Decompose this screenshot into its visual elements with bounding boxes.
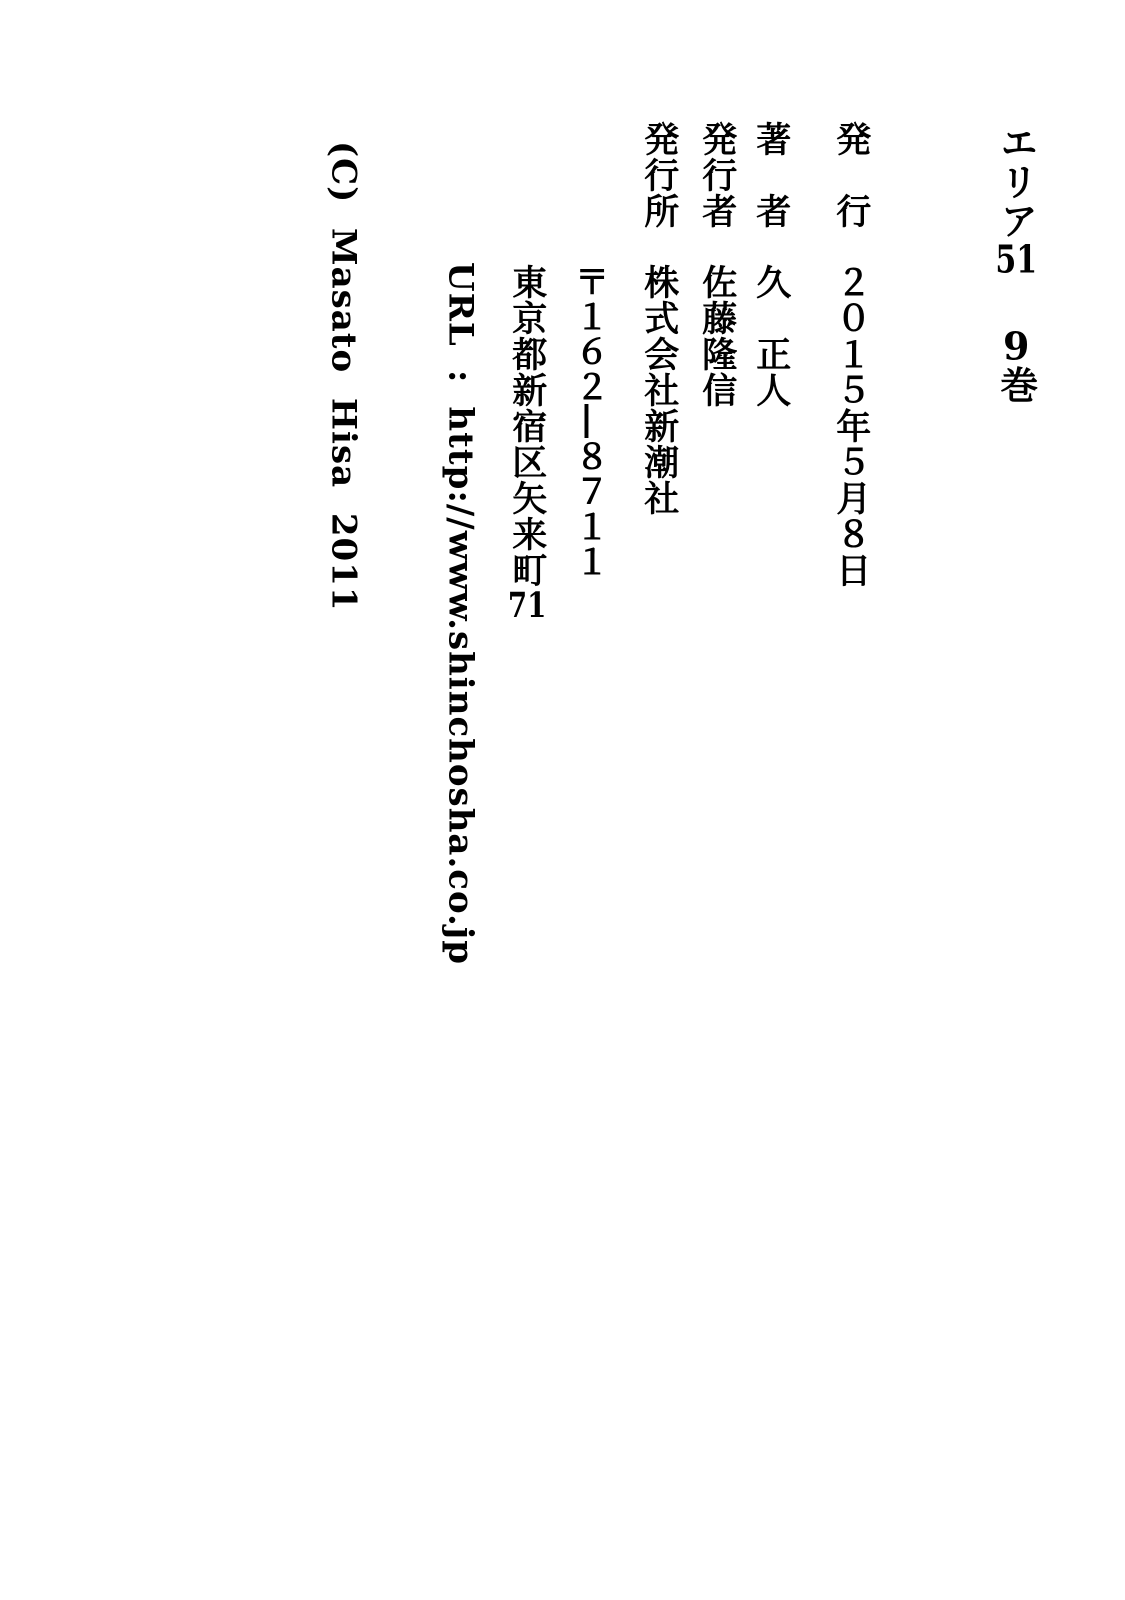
publication-date-column [830, 121, 872, 588]
title-volume-unit: 巻 [993, 365, 1039, 405]
address [506, 264, 548, 623]
publishing-house-name: 株式会社新潮社 [638, 264, 680, 516]
address-main: 東京都新宿区矢来町 [506, 264, 548, 588]
website-url-text: URL : http://www.shinchosha.co.jp [440, 262, 481, 965]
address-number: 71 [507, 588, 547, 623]
publication-label: 発 行 [830, 121, 872, 229]
website-url [440, 262, 481, 965]
postal-code [568, 264, 609, 579]
book-title [993, 123, 1039, 405]
title-volume-number: 9 [1003, 327, 1030, 366]
publishing-house-column [638, 121, 680, 516]
author-column [750, 121, 792, 408]
publishing-house-label: 発行所 [638, 121, 680, 229]
publisher-label: 発行者 [696, 121, 738, 229]
publication-date: ２０１５年５月８日 [830, 264, 872, 588]
copyright-text: (C) Masato Hisa 2011 [323, 141, 364, 612]
publisher-column [696, 121, 738, 408]
author-label: 著 者 [750, 121, 792, 229]
postal-code-text: 〒１６２―８７１１ [568, 264, 609, 579]
title-series: エリア [993, 123, 1039, 240]
copyright-notice [323, 141, 364, 612]
title-series-number: 51 [995, 240, 1038, 278]
publisher-name: 佐藤隆信 [696, 264, 738, 408]
author-name: 久 正人 [750, 264, 792, 408]
